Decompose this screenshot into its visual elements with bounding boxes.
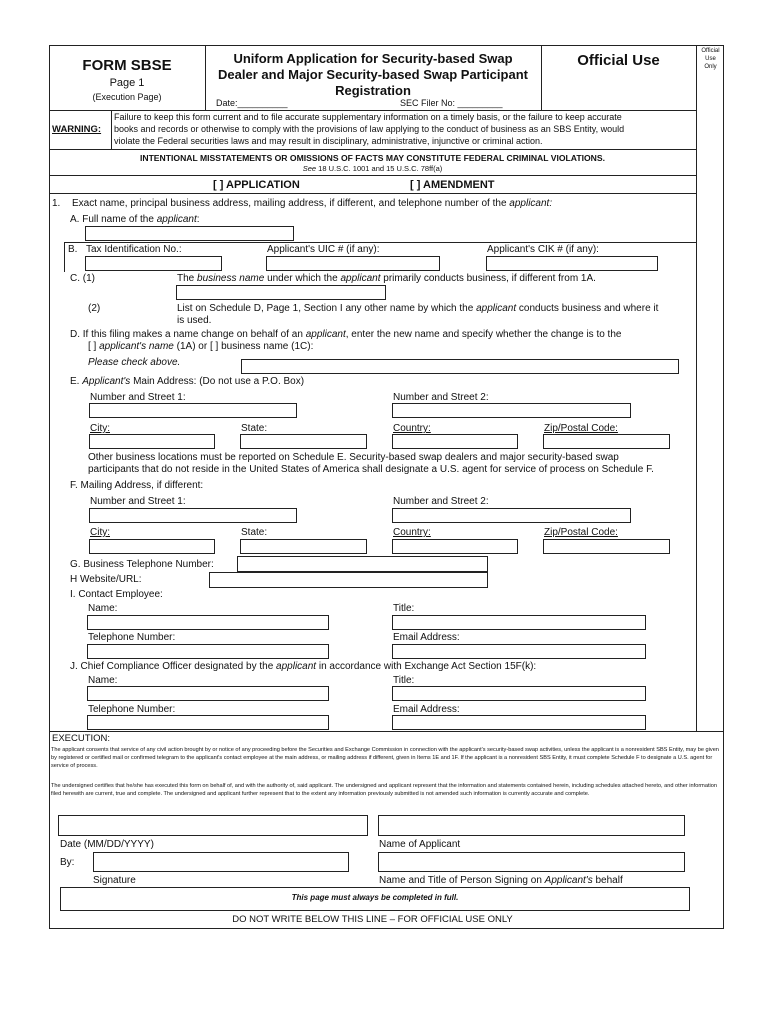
application-checkbox[interactable]: [ ] APPLICATION bbox=[213, 179, 300, 191]
amendment-checkbox[interactable]: [ ] AMENDMENT bbox=[410, 179, 495, 191]
mail-country-input[interactable] bbox=[392, 539, 518, 554]
item1d-line3: Please check above. bbox=[88, 357, 181, 368]
main-country-label: Country: bbox=[393, 423, 431, 434]
execution-heading: EXECUTION: bbox=[52, 733, 111, 744]
applicant-name-input[interactable] bbox=[378, 815, 685, 836]
page-type: (Execution Page) bbox=[92, 92, 162, 102]
uic-label: Applicant's UIC # (if any): bbox=[267, 244, 380, 255]
cco-name-input[interactable] bbox=[87, 686, 329, 701]
item1b-letter: B. bbox=[68, 244, 78, 255]
contact-telephone-input[interactable] bbox=[87, 644, 329, 659]
contact-title-label: Title: bbox=[393, 603, 415, 614]
execution-consent-paragraph: The applicant consents that service of any civil action brought by or notice of any proceeding before the Securities and Exchange Commission in connection with the applicant's security-based swap activities, unless the applicant is a nonresident SBS Entity, may be given by registered or certified mail or confirmed telegram to the applicant's contact employee at the main address, or mailing address if different, given in Items 1E and 1F. If the applicant is a nonresident SBS Entity, it must complete Schedule F to designate a U.S. agent for service of process. bbox=[51, 747, 719, 769]
item1c2-label: (2) bbox=[88, 303, 101, 314]
page-number: Page 1 bbox=[109, 77, 145, 89]
contact-email-input[interactable] bbox=[392, 644, 646, 659]
full-name-input[interactable] bbox=[85, 226, 294, 241]
contact-title-input[interactable] bbox=[392, 615, 646, 630]
business-telephone-input[interactable] bbox=[237, 556, 488, 572]
mail-street1-input[interactable] bbox=[89, 508, 297, 523]
contact-telephone-label: Telephone Number: bbox=[88, 632, 176, 643]
execution-date-input[interactable] bbox=[58, 815, 368, 836]
warning-divider bbox=[111, 110, 112, 149]
warning-label: WARNING: bbox=[52, 124, 102, 135]
main-city-input[interactable] bbox=[89, 434, 215, 449]
warning-line3: violate the Federal securities laws and may result in disciplinary, administrative, injunctive or criminal action. bbox=[114, 136, 543, 146]
must-complete-notice: This page must always be completed in full. bbox=[291, 893, 459, 902]
item1c1-label: C. (1) bbox=[70, 273, 95, 284]
cco-title-label: Title: bbox=[393, 675, 415, 686]
main-street2-label: Number and Street 2: bbox=[393, 392, 489, 403]
header-bottom-line bbox=[49, 110, 696, 111]
main-city-label: City: bbox=[90, 423, 110, 434]
main-street1-label: Number and Street 1: bbox=[90, 392, 186, 403]
warning-line2: books and records or otherwise to comply with the provisions of law applying to the conduct of business as an SBS Entity, would bbox=[114, 124, 625, 134]
warning-line1: Failure to keep this form current and to file accurate supplementary information on a timely basis, or the failure to keep accurate bbox=[114, 112, 622, 122]
item1h-label: H Website/URL: bbox=[70, 574, 142, 585]
item1g-label: G. Business Telephone Number: bbox=[70, 559, 214, 570]
mail-street2-label: Number and Street 2: bbox=[393, 496, 489, 507]
execution-certification-paragraph: The undersigned certifies that he/she has executed this form on behalf of, and with the authority of, said applicant. The undersigned and applicant represent that the information and statements contained herein, including schedules attached hereto, and other information filed herewith are current, true and complete. The undersigned and applicant further represent that to the extent any information previously submitted is not amended such information is currently accurate and complete. bbox=[51, 783, 717, 797]
item1i-label: I. Contact Employee: bbox=[70, 589, 163, 600]
mail-state-label: State: bbox=[241, 527, 268, 538]
tax-id-label: Tax Identification No.: bbox=[86, 244, 182, 255]
form-title-line1: Uniform Application for Security-based Swap bbox=[233, 51, 513, 66]
main-state-label: State: bbox=[241, 423, 268, 434]
filing-type-bottom-line bbox=[49, 193, 696, 194]
official-use-small-3: Only bbox=[704, 64, 717, 70]
item1j-label: J. Chief Compliance Officer designated by the applicant in accordance with Exchange Act Section 15F(k): bbox=[70, 661, 537, 672]
official-use-small-2: Use bbox=[705, 56, 716, 62]
signature-label: Signature bbox=[93, 875, 136, 886]
main-zip-input[interactable] bbox=[543, 434, 670, 449]
cik-label: Applicant's CIK # (if any): bbox=[487, 244, 599, 255]
form-title-line2: Dealer and Major Security-based Swap Participant bbox=[218, 67, 528, 82]
item1b-left-line bbox=[64, 242, 65, 272]
official-use-small-1: Official bbox=[701, 48, 720, 54]
cco-telephone-input[interactable] bbox=[87, 715, 329, 730]
other-locations-line2: participants that do not reside in the United States of America shall designate a U.S. agent for service of process on Schedule F. bbox=[88, 464, 654, 475]
mail-city-input[interactable] bbox=[89, 539, 215, 554]
mail-street2-input[interactable] bbox=[392, 508, 631, 523]
item1d-line1: D. If this filing makes a name change on behalf of an applicant, enter the new name and specify whether the change is to the bbox=[70, 329, 622, 340]
cco-email-label: Email Address: bbox=[393, 704, 460, 715]
mail-country-label: Country: bbox=[393, 527, 431, 538]
official-use-only-notice: DO NOT WRITE BELOW THIS LINE – FOR OFFICIAL USE ONLY bbox=[232, 914, 513, 925]
tax-id-input[interactable] bbox=[85, 256, 222, 271]
signer-name-title-input[interactable] bbox=[378, 852, 685, 872]
warning-bottom-line bbox=[49, 149, 696, 150]
form-title-line3: Registration bbox=[335, 83, 411, 98]
uic-input[interactable] bbox=[266, 256, 440, 271]
cco-title-input[interactable] bbox=[392, 686, 646, 701]
item1-number: 1. bbox=[52, 198, 61, 209]
item1e-label: E. Applicant's Main Address: (Do not use a P.O. Box) bbox=[70, 376, 305, 387]
contact-name-label: Name: bbox=[88, 603, 118, 614]
mail-zip-input[interactable] bbox=[543, 539, 670, 554]
item1c2-text-line2: is used. bbox=[177, 315, 212, 326]
cco-email-input[interactable] bbox=[392, 715, 646, 730]
mail-city-label: City: bbox=[90, 527, 110, 538]
item1-intro: Exact name, principal business address, mailing address, if different, and telephone number of the applicant: bbox=[72, 198, 553, 209]
item1c2-text-line1: List on Schedule D, Page 1, Section I any other name by which the applicant conducts business and where it bbox=[177, 303, 659, 314]
signature-input[interactable] bbox=[93, 852, 349, 872]
main-zip-label: Zip/Postal Code: bbox=[544, 423, 618, 434]
mail-street1-label: Number and Street 1: bbox=[90, 496, 186, 507]
official-use-column-divider bbox=[696, 45, 697, 731]
contact-email-label: Email Address: bbox=[393, 632, 460, 643]
main-country-input[interactable] bbox=[392, 434, 518, 449]
item1b-top-line bbox=[64, 242, 696, 243]
citation-bottom-line bbox=[49, 175, 696, 176]
header-date-label: Date:__________ bbox=[216, 98, 288, 108]
official-use-heading: Official Use bbox=[577, 52, 660, 69]
applicant-name-label: Name of Applicant bbox=[379, 839, 461, 850]
cik-input[interactable] bbox=[486, 256, 658, 271]
main-street1-input[interactable] bbox=[89, 403, 297, 418]
sec-filer-label: SEC Filer No: _________ bbox=[400, 98, 503, 108]
website-input[interactable] bbox=[209, 572, 488, 588]
criminal-violations-notice: INTENTIONAL MISSTATEMENTS OR OMISSIONS OF FACTS MAY CONSTITUTE FEDERAL CRIMINAL VIOLATIONS. bbox=[139, 153, 606, 163]
item1d-line2: [ ] applicant's name (1A) or [ ] business name (1C): bbox=[88, 341, 314, 352]
main-street2-input[interactable] bbox=[392, 403, 631, 418]
item1f-label: F. Mailing Address, if different: bbox=[70, 480, 204, 491]
item1c1-text: The business name under which the applicant primarily conducts business, if different from 1A. bbox=[177, 273, 596, 284]
cco-telephone-label: Telephone Number: bbox=[88, 704, 176, 715]
name-change-input[interactable] bbox=[241, 359, 679, 374]
mail-zip-label: Zip/Postal Code: bbox=[544, 527, 618, 538]
other-locations-line1: Other business locations must be reported on Schedule E. Security-based swap dealers and major security-based swap bbox=[88, 452, 619, 463]
item1a-label: A. Full name of the applicant: bbox=[70, 214, 200, 225]
execution-top-line bbox=[49, 731, 724, 732]
by-label: By: bbox=[60, 857, 75, 868]
main-state-input[interactable] bbox=[240, 434, 367, 449]
contact-name-input[interactable] bbox=[87, 615, 329, 630]
mail-state-input[interactable] bbox=[240, 539, 367, 554]
cco-name-label: Name: bbox=[88, 675, 118, 686]
form-name: FORM SBSE bbox=[82, 57, 172, 74]
business-name-input[interactable] bbox=[176, 285, 386, 300]
execution-date-label: Date (MM/DD/YYYY) bbox=[60, 839, 154, 850]
statute-citation: See 18 U.S.C. 1001 and 15 U.S.C. 78ff(a) bbox=[302, 164, 443, 173]
signer-name-title-label: Name and Title of Person Signing on Applicant's behalf bbox=[379, 875, 623, 886]
